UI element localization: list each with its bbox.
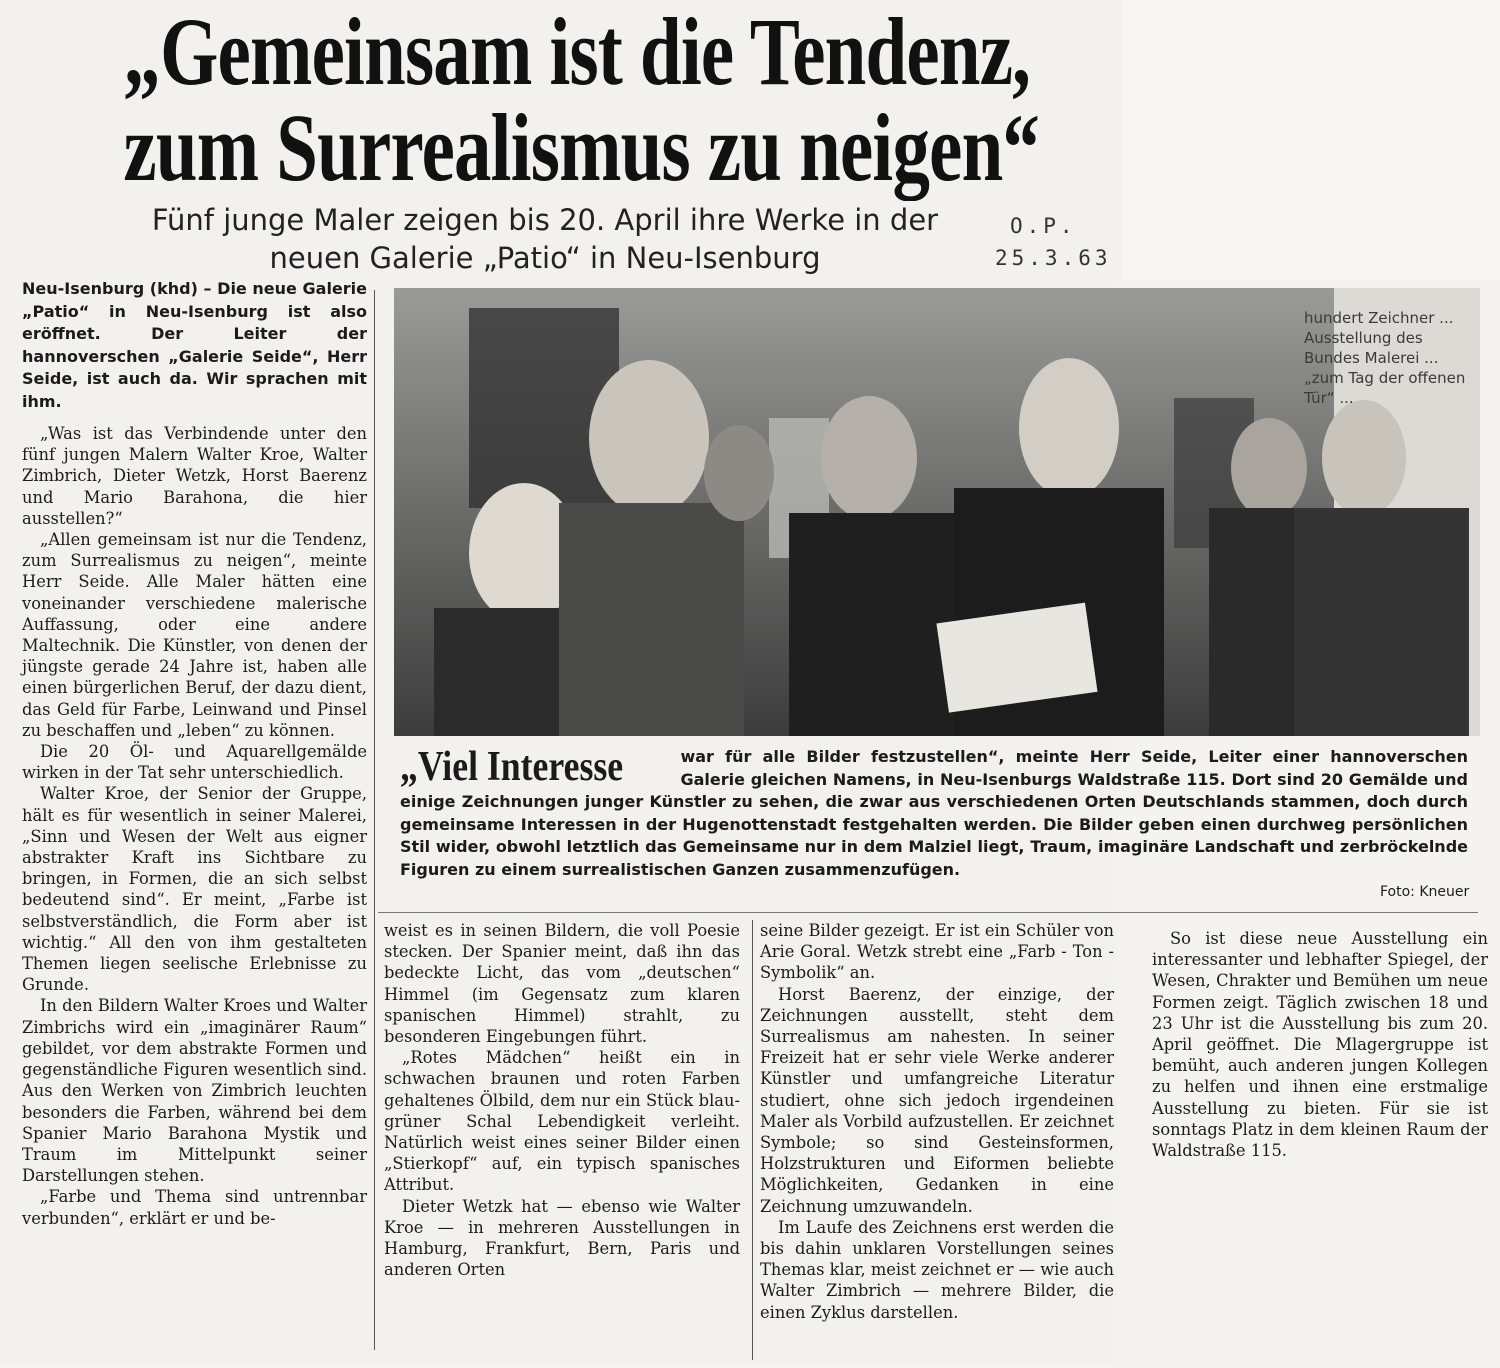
date-stamp-source: O.P. [1010, 214, 1077, 238]
paragraph: seine Bilder gezeigt. Er ist ein Schüler von Arie Goral. Wetzk strebt eine „Farb - Ton - Symbolik“ an. [760, 921, 1114, 983]
headline-line-2: zum Surrealismus zu neigen“ [123, 94, 1040, 201]
photo-caption [400, 746, 1468, 882]
article-column-2 [384, 920, 740, 1280]
bleed-line: hundert Zeichner ... Ausstellung des Bundes Malerei ... [1304, 309, 1454, 367]
paragraph: weist es in seinen Bildern, die voll Poesie stecken. Der Spanier meint, daß ihn das bedeckte Licht, das vom „deutschen“ Himmel (im Gegensatz zum klaren spanischen Himmel) strahlt, zu besonderen Eingebungen führt. [384, 921, 740, 1047]
bleed-line: „zum Tag der offenen Tür“ ... [1304, 369, 1466, 407]
headline-line-1: „Gemeinsam ist die Tendenz, [123, 0, 1031, 105]
paragraph: „Allen gemeinsam ist nur die Tendenz, zum Surrealismus zu neigen“, meinte Herr Seide. Alle Maler hätten eine voneinander verschiedene malerische Auffassung, oder eine andere Maltechnik. Die Künstler, von denen der jüngste gerade 24 Jahre ist, haben alle einen bürgerlichen Beruf, der dazu dient, das Geld für Farbe, Leinwand und Pinsel zu beschaffen und „leben“ zu können. [22, 530, 367, 740]
paragraph: Die 20 Öl- und Aquarellgemälde wirken in der Tat sehr unterschiedlich. [22, 742, 367, 783]
paragraph: „Rotes Mädchen“ heißt ein in schwachen braunen und roten Farben gehaltenes Ölbild, dem nur ein Stück blau-grüner Schal Lebendigkeit verleiht. Natürlich weist eines seiner Bilder einen „Stierkopf“ auf, ein typisch spanisches Attribut. [384, 1048, 740, 1195]
column-rule [752, 920, 753, 1360]
paragraph: Dieter Wetzk hat — ebenso wie Walter Kroe — in mehreren Ausstellungen in Hamburg, Frankfurt, Bern, Paris und anderen Orten [384, 1196, 740, 1280]
column-1-body [22, 423, 367, 1229]
article-column-3 [760, 920, 1114, 1323]
column-rule [374, 290, 375, 1350]
paragraph: Horst Baerenz, der einzige, der Zeichnungen ausstellt, steht dem Surrealismus am nahesten. In seiner Freizeit hat er sehr viele Werke anderer Künstler und umfangreiche Literatur studiert, ohne sich jedoch irgendeinen Maler als Vorbild aufzustellen. Er zeichnet Symbole; so sind Gesteinsformen, Holzstrukturen und Eiformen beliebte Möglichkeiten, Gedanken in eine Zeichnung umzuwandeln. [760, 984, 1114, 1216]
paragraph: „Was ist das Verbindende unter den fünf jungen Malern Walter Kroe, Walter Zimbrich, Dieter Wetzk, Horst Baerenz und Mario Barahona, die hier ausstellen?“ [22, 424, 367, 528]
caption-rule [378, 912, 1478, 913]
article-column-4 [1152, 928, 1488, 1161]
photo-bleedthrough-text [1304, 308, 1474, 408]
subheadline-line-2: neuen Galerie „Patio“ in Neu-Isenburg [269, 241, 821, 275]
paragraph: „Farbe und Thema sind untrennbar verbunden“, erklärt er und be- [22, 1187, 367, 1228]
paragraph: So ist diese neue Ausstellung ein interessanter und lebhafter Spiegel, der Wesen, Chrakter und Bemühen um neue Formen zeigt. Täglich zwischen 18 und 23 Uhr ist die Ausstellung bis zum 20. April geöffnet. Die Mlagergruppe ist bemüht, auch anderen jungen Kollegen zu helfen und ihnen eine erstmalige Ausstellung zu bieten. Für sie ist sonntags Platz in dem kleinen Raum der Waldstraße 115. [1152, 929, 1488, 1161]
paragraph: Im Laufe des Zeichnens erst werden die bis dahin unklaren Vorstellungen seines Themas klar, meist zeichnet er — wie auch Walter Zimbrich — mehrere Bilder, die einen Zyklus darstellen. [760, 1217, 1114, 1322]
subheadline-line-1: Fünf junge Maler zeigen bis 20. April ihre Werke in der [151, 203, 939, 237]
paragraph: Walter Kroe, der Senior der Gruppe, hält es für wesentlich in seiner Malerei, „Sinn und Wesen der Welt aus eigner abstrakter Kraft ins Sichtbare zu bringen, in Formen, die an sich selbst bedeutend sind“. Er meint, „Farbe ist selbstverständlich, die Form aber ist wichtig.“ All den von ihm gestalteten Themen liegen seelische Erlebnisse zu Grunde. [22, 784, 367, 995]
photo-credit: Foto: Kneuer [1380, 884, 1470, 900]
article-column-1 [22, 278, 367, 1229]
caption-text: war für alle Bilder festzustellen“, meinte Herr Seide, Leiter einer hannoverschen Galerie gleichen Namens, in Neu-Isenburgs Waldstraße 115. Dort sind 20 Gemälde und einige Zeichnungen junger Künstler zu sehen, die zwar aus verschiedenen Orten Deutschlands stammen, doch durch gemeinsame Interessen in der Hugenottenstadt festgehalten werden. Die Bilder geben einen durchweg persönlichen Stil wider, obwohl letztlich das Gemeinsame nur in dem Malziel liegt, Traum, imaginäre Landschaft und zerbröckelnde Figuren zu einem surrealistischen Ganzen zusammenzufügen. [400, 747, 1468, 879]
caption-lead: „Viel Interesse [400, 744, 624, 790]
article-lead: Neu-Isenburg (khd) – Die neue Galerie „Patio“ in Neu-Isenburg ist also eröffnet. Der Leiter der hannoverschen „Galerie Seide“, Herr Seide, ist auch da. Wir sprachen mit ihm. [22, 279, 367, 411]
press-photo [394, 288, 1480, 736]
date-stamp-date: 25.3.63 [995, 246, 1112, 270]
paragraph: In den Bildern Walter Kroes und Walter Zimbrichs wird ein „imaginärer Raum“ gebildet, vor dem abstrakte Formen und gegenständliche Figuren wesentlich sind. Aus den Werken von Zimbrich leuchten besonders die Farben, während bei dem Spanier Mario Barahona Mystik und Traum im Mittelpunkt seiner Darstellungen stehen. [22, 996, 367, 1186]
